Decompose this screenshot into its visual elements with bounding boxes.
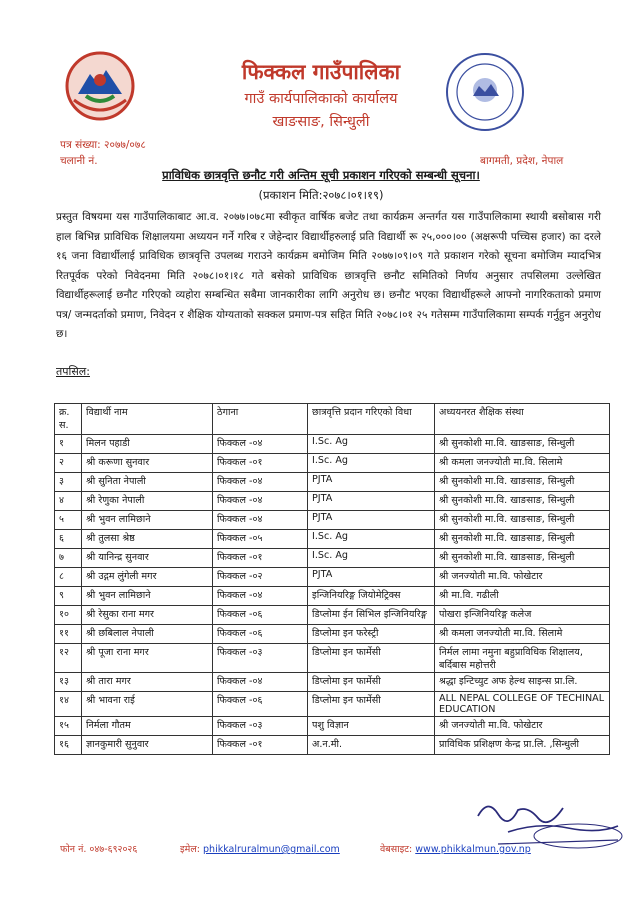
table-cell: डिप्लोमा इन फार्मेसी: [308, 673, 435, 692]
table-cell: मिलन पहाडी: [82, 435, 213, 454]
table-cell: डिप्लोमा इन फरेस्ट्री: [308, 625, 435, 644]
signature-stamp: [468, 796, 628, 854]
table-cell: श्री करूणा सुनवार: [82, 454, 213, 473]
table-cell: ७: [55, 549, 82, 568]
table-cell: I.Sc. Ag: [308, 549, 435, 568]
column-header: ठेगाना: [213, 404, 308, 435]
notice-body: प्रस्तुत विषयमा यस गाउँपालिकाबाट आ.व. २०७७।०७८मा स्वीकृत वार्षिक बजेट तथा कार्यक्रम अन्तर्गत यस गाउँपालिकामा स्थायी बसोबास गरी हाल बिभिन्न प्राविधिक शिक्षालयमा अध्ययन गर्ने गरिब र जेहेन्दार विद्यार्थीहरुलाई प्रति विद्यार्थी रू २५,०००।०० (अक्षरूपी पच्चिस हजार) का दरले १६ जना विद्यार्थीलाई प्राविधिक छात्रवृत्ति उपलब्ध गराउने कार्यक्रम बमोजिम मिति २०७७।०९।०९ गते प्रकाशन गरेको सूचना बमोजिम म्यादभित्र रितपूर्वक परेको निवेदनमा मिति २०७८।०१।१८ गते बसेको प्राविधिक छात्रवृत्ति छनौट समितिको निर्णय अनुसार तपसिलमा उल्लेखित विद्यार्थीहरूलाई छनौट गरिएको व्यहोरा सम्बन्धित सबैमा जानकारीका लागि अनुरोध छ। छनौट भएका विद्यार्थीहरूले आफ्नो नागरिकताको प्रमाण पत्र/ जन्मदर्ताको प्रमाण, निवेदन र शैक्षिक योग्यताको सक्कल प्रमाण-पत्र सहित मिति २०७८।०१ २५ गतेसम्म गाउँपालिकामा सम्पर्क गर्नुहुन अनुरोध छ।: [56, 211, 601, 340]
table-cell: फिक्कल -०५: [213, 530, 308, 549]
letter-number: पत्र संख्या: २०७७/०७८: [60, 139, 146, 151]
table-cell: फिक्कल -०४: [213, 473, 308, 492]
table-cell: I.Sc. Ag: [308, 454, 435, 473]
table-row: [55, 606, 610, 625]
table-cell: फिक्कल -०४: [213, 511, 308, 530]
phone-number: फोन नं. ०४७-६९२०२६: [60, 844, 138, 855]
notice-subject: प्राविधिक छात्रवृत्ति छनौट गरी अन्तिम सूची प्रकाशन गरिएको सम्बन्धी सूचना।: [162, 168, 480, 182]
table-cell: निर्मल लामा नमुना बहुप्राविधिक शिक्षालय, बर्दिबास महोत्तरी: [435, 644, 610, 673]
table-cell: श्री छबिलाल नेपाली: [82, 625, 213, 644]
column-header: अध्ययनरत शैक्षिक संस्था: [435, 404, 610, 435]
office-address: खाङसाङ, सिन्धुली: [272, 114, 370, 130]
table-cell: ALL NEPAL COLLEGE OF TECHINAL EDUCATION: [435, 692, 610, 717]
table-cell: पोखरा इन्जिनियरिङ्ग कलेज: [435, 606, 610, 625]
table-cell: अ.न.मी.: [308, 736, 435, 755]
table-cell: श्री रेसुका राना मगर: [82, 606, 213, 625]
table-cell: फिक्कल -०२: [213, 568, 308, 587]
province-label: बागमती, प्रदेश, नेपाल: [480, 155, 564, 167]
table-cell: फिक्कल -०४: [213, 673, 308, 692]
table-cell: फिक्कल -०३: [213, 717, 308, 736]
table-cell: १४: [55, 692, 82, 717]
table-cell: १२: [55, 644, 82, 673]
table-cell: श्री सुनकोशी मा.वि. खाङसाङ, सिन्धुली: [435, 435, 610, 454]
table-row: [55, 511, 610, 530]
table-cell: I.Sc. Ag: [308, 530, 435, 549]
table-cell: PJTA: [308, 492, 435, 511]
table-cell: फिक्कल -०१: [213, 454, 308, 473]
table-cell: ४: [55, 492, 82, 511]
table-row: [55, 644, 610, 673]
table-cell: फिक्कल -०६: [213, 625, 308, 644]
table-cell: १५: [55, 717, 82, 736]
table-cell: श्री सुनकोशी मा.वि. खाङसाङ, सिन्धुली: [435, 549, 610, 568]
table-cell: श्री सुनकोशी मा.वि. खाङसाङ, सिन्धुली: [435, 492, 610, 511]
table-cell: श्री भुवन लामिछाने: [82, 511, 213, 530]
table-row: [55, 454, 610, 473]
table-row: [55, 435, 610, 454]
table-cell: श्री रेणुका नेपाली: [82, 492, 213, 511]
table-cell: श्री यानिन्द्र सुनवार: [82, 549, 213, 568]
details-label: तपसिल:: [56, 365, 90, 378]
table-cell: श्री जनज्योती मा.वि. फोखेटार: [435, 568, 610, 587]
office-name: गाउँ कार्यपालिकाको कार्यालय: [244, 91, 398, 107]
table-cell: श्री सुनकोशी मा.वि. खाङसाङ, सिन्धुली: [435, 530, 610, 549]
table-cell: १०: [55, 606, 82, 625]
table-cell: फिक्कल -०४: [213, 492, 308, 511]
table-cell: श्री मा.वि. गढीली: [435, 587, 610, 606]
table-cell: निर्मला गौतम: [82, 717, 213, 736]
table-cell: फिक्कल -०४: [213, 435, 308, 454]
table-row: [55, 473, 610, 492]
table-cell: श्री सुनकोशी मा.वि. खाङसाङ, सिन्धुली: [435, 511, 610, 530]
table-cell: ८: [55, 568, 82, 587]
table-cell: श्री सुनकोशी मा.वि. खाङसाङ, सिन्धुली: [435, 473, 610, 492]
table-cell: प्राविधिक प्रशिक्षण केन्द्र प्रा.लि. ,सिन्धुली: [435, 736, 610, 755]
column-header: छात्रवृत्ति प्रदान गरिएको विधा: [308, 404, 435, 435]
table-row: [55, 492, 610, 511]
table-cell: श्री जनज्योती मा.वि. फोखेटार: [435, 717, 610, 736]
table-cell: फिक्कल -०६: [213, 692, 308, 717]
table-cell: २: [55, 454, 82, 473]
email-block: [180, 842, 340, 855]
table-row: [55, 625, 610, 644]
table-cell: श्री पूजा राना मगर: [82, 644, 213, 673]
table-cell: ५: [55, 511, 82, 530]
table-cell: ६: [55, 530, 82, 549]
table-cell: इन्जिनियरिङ्ग जियोमेट्रिक्स: [308, 587, 435, 606]
table-cell: I.Sc. Ag: [308, 435, 435, 454]
table-cell: फिक्कल -०१: [213, 736, 308, 755]
table-cell: ३: [55, 473, 82, 492]
table-cell: ११: [55, 625, 82, 644]
scholarship-table: [54, 403, 610, 755]
table-cell: ९: [55, 587, 82, 606]
table-cell: ज्ञानकुमारी सुनुवार: [82, 736, 213, 755]
table-cell: श्री भुवन लामिछाने: [82, 587, 213, 606]
table-row: [55, 549, 610, 568]
table-cell: श्रद्धा इन्टिच्युट अफ हेल्थ साइन्स प्रा.लि.: [435, 673, 610, 692]
table-cell: डिप्लोमा इन फार्मेसी: [308, 692, 435, 717]
table-cell: श्री तुलसा श्रेष्ठ: [82, 530, 213, 549]
email-link[interactable]: phikkalruralmun@gmail.com: [203, 844, 340, 855]
table-row: [55, 736, 610, 755]
table-cell: फिक्कल -०३: [213, 644, 308, 673]
table-cell: PJTA: [308, 568, 435, 587]
table-cell: डिप्लोमा ईन सिभिल इन्जिनियरिङ्ग: [308, 606, 435, 625]
table-cell: श्री उद्गम लुंगेली मगर: [82, 568, 213, 587]
table-row: [55, 717, 610, 736]
table-cell: PJTA: [308, 473, 435, 492]
page-title: फिक्कल गाउँपालिका: [241, 60, 401, 84]
table-cell: फिक्कल -०४: [213, 587, 308, 606]
website-link[interactable]: www.phikkalmun.gov.np: [415, 844, 531, 855]
table-header-row: [55, 404, 610, 435]
email-label: इमेल:: [180, 844, 200, 855]
column-header: विद्यार्थी नाम: [82, 404, 213, 435]
table-cell: फिक्कल -०१: [213, 549, 308, 568]
table-cell: श्री कमला जनज्योती मा.वि. सिलामे: [435, 454, 610, 473]
table-cell: पशु विज्ञान: [308, 717, 435, 736]
table-cell: डिप्लोमा इन फार्मेसी: [308, 644, 435, 673]
website-label: वेबसाइट:: [380, 844, 413, 855]
table-cell: फिक्कल -०६: [213, 606, 308, 625]
table-row: [55, 673, 610, 692]
dispatch-number: चलानी नं.: [60, 155, 98, 167]
table-cell: १६: [55, 736, 82, 755]
table-cell: श्री तारा मगर: [82, 673, 213, 692]
table-cell: श्री कमला जनज्योती मा.वि. सिलामे: [435, 625, 610, 644]
table-cell: PJTA: [308, 511, 435, 530]
publication-date: (प्रकाशन मिति:२०७८।०१।१९): [258, 188, 384, 202]
table-cell: १: [55, 435, 82, 454]
table-body: [55, 435, 610, 755]
column-header: क्र. स.: [55, 404, 82, 435]
table-cell: श्री सुनिता नेपाली: [82, 473, 213, 492]
table-row: [55, 568, 610, 587]
table-row: [55, 692, 610, 717]
table-row: [55, 587, 610, 606]
table-row: [55, 530, 610, 549]
table-cell: १३: [55, 673, 82, 692]
table-cell: श्री भावना राई: [82, 692, 213, 717]
